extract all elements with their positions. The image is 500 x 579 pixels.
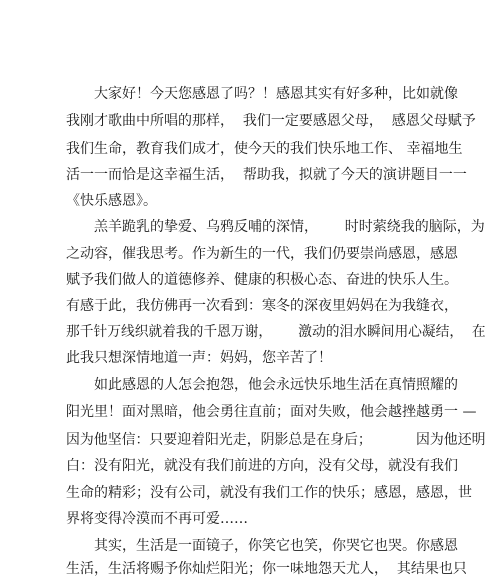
paragraph-line: 大家好！今天您感恩了吗？！感恩其实有好多种，比如就像 (94, 86, 458, 102)
paragraph-line: 羔羊跪乳的挚爱、乌鸦反哺的深情， 时时萦绕我的脑际，为 (94, 219, 485, 235)
paragraph-line: 白：没有阳光，就没有我们前进的方向，没有父母，就没有我们 (66, 458, 458, 474)
paragraph-line: 生命的精彩；没有公司，就没有我们工作的快乐；感恩，感恩，世 (66, 485, 472, 501)
paragraph-line: 赋予我们做人的道德修养、健康的积极心态、奋进的快乐人生。 (66, 272, 458, 288)
paragraph-line: 活一一而恰是这幸福生活， 帮助我，拟就了今天的演讲题目一一 (66, 167, 467, 183)
paragraph-line: 有感于此，我仿佛再一次看到：寒冬的深夜里妈妈在为我缝衣， (66, 298, 458, 314)
paragraph-line: 我刚才歌曲中所唱的那样， 我们一定要感恩父母， 感恩父母赋予 (66, 113, 476, 129)
paragraph-line: 此我只想深情地道一声：妈妈，您辛苦了！ (66, 350, 332, 366)
paragraph-line: 我们生命，教育我们成才，使今天的我们快乐地工作、 幸福地生 (66, 141, 463, 157)
paragraph-line: 因为他坚信：只要迎着阳光走，阴影总是在身后； 因为他还明 (66, 432, 486, 448)
paragraph-line: 其实，生活是一面镜子，你笑它也笑，你哭它也哭。你感恩 (94, 538, 458, 554)
paragraph-line: 生活，生活将赐予你灿烂阳光；你一味地怨天尤人， 其结果也只 (66, 561, 467, 577)
paragraph-line: 界将变得冷漠而不再可爱…… (66, 511, 248, 527)
paragraph-line: 《快乐感恩》。 (66, 193, 157, 209)
paragraph-line: 如此感恩的人怎会抱怨，他会永远快乐地生活在真情照耀的 (94, 377, 458, 393)
paragraph-line: 阳光里！面对黑暗，他会勇往直前；面对失败，他会越挫越勇一 — (66, 404, 477, 420)
paragraph-line: 那千针万线织就着我的千恩万谢， 激动的泪水瞬间用心凝结， 在 (66, 324, 486, 340)
paragraph-line: 之动容，催我思考。作为新生的一代，我们仍要崇尚感恩，感恩 (66, 246, 458, 262)
